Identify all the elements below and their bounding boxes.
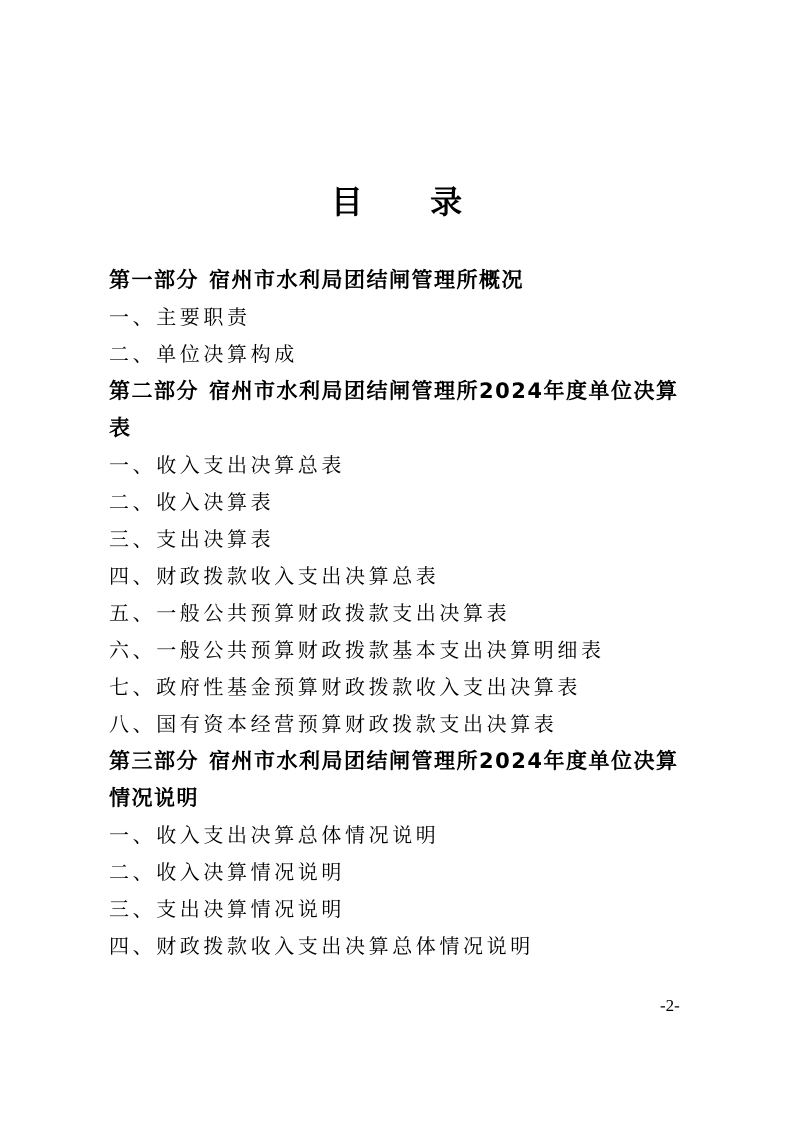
toc-part-3-heading bbox=[109, 743, 699, 817]
toc-item: 七、政府性基金预算财政拨款收入支出决算表 bbox=[109, 675, 581, 699]
part-label: 第二部分 bbox=[109, 379, 199, 403]
toc-item: 四、财政拨款收入支出决算总表 bbox=[109, 564, 440, 588]
part-title: 宿州市水利局团结闸管理所2024年度单位决算表 bbox=[109, 379, 679, 440]
page-title: 目 录 bbox=[330, 183, 491, 221]
toc-part-2-heading bbox=[109, 373, 699, 447]
toc-item: 四、财政拨款收入支出决算总体情况说明 bbox=[109, 934, 534, 958]
part-title: 宿州市水利局团结闸管理所概况 bbox=[209, 268, 524, 292]
toc-item: 三、支出决算表 bbox=[109, 527, 275, 551]
page-number: -2- bbox=[660, 996, 680, 1015]
toc-item: 三、支出决算情况说明 bbox=[109, 897, 345, 921]
part-label: 第三部分 bbox=[109, 749, 199, 773]
part-title: 宿州市水利局团结闸管理所2024年度单位决算情况说明 bbox=[109, 749, 679, 810]
toc-item: 一、收入支出决算总表 bbox=[109, 453, 345, 477]
toc-item: 二、收入决算表 bbox=[109, 490, 275, 514]
toc-item: 一、收入支出决算总体情况说明 bbox=[109, 823, 440, 847]
toc-item: 二、单位决算构成 bbox=[109, 342, 298, 366]
part-label: 第一部分 bbox=[109, 268, 199, 292]
toc-item: 八、国有资本经营预算财政拨款支出决算表 bbox=[109, 712, 558, 736]
toc-part-1-heading bbox=[109, 262, 699, 299]
table-of-contents bbox=[109, 262, 699, 965]
toc-item: 五、一般公共预算财政拨款支出决算表 bbox=[109, 601, 511, 625]
toc-item: 一、主要职责 bbox=[109, 305, 251, 329]
toc-item: 六、一般公共预算财政拨款基本支出决算明细表 bbox=[109, 638, 605, 662]
toc-item: 二、收入决算情况说明 bbox=[109, 860, 345, 884]
